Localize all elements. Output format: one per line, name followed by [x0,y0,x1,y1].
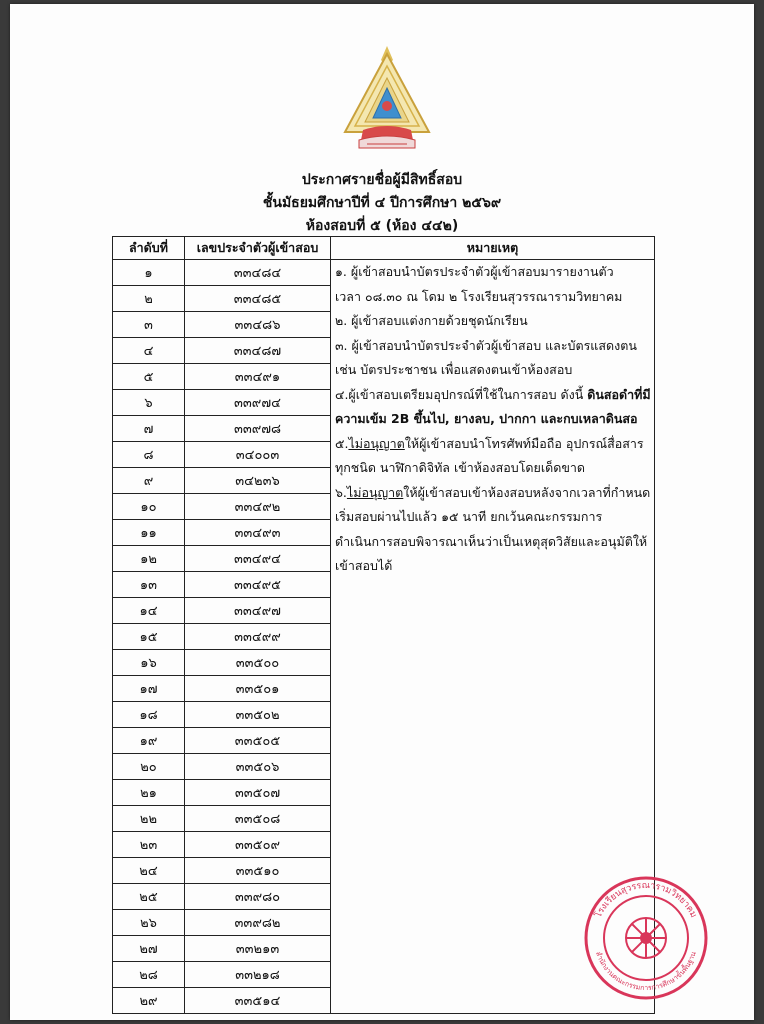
row-number: ๗ [113,416,185,442]
remark-4a-bold: ดินสอดำที่มี [587,386,651,402]
remark-1b: เวลา ๐๘.๓๐ ณ โดม ๒ โรงเรียนสุวรรณารามวิทยาคม [335,288,623,304]
exam-id: ๓๓๒๑๘ [185,962,331,988]
column-header-number: ลำดับที่ [113,237,185,260]
exam-id: ๓๓๕๐๘ [185,806,331,832]
exam-id: ๓๓๙๗๔ [185,390,331,416]
remark-5-not-allowed: ไม่อนุญาต [348,435,405,451]
remark-5b: ทุกชนิด นาฬิกาดิจิทัล เข้าห้องสอบโดยเด็ดขาด [335,460,586,475]
exam-id: ๓๓๕๐๖ [185,754,331,780]
exam-id: ๓๔๒๓๖ [185,468,331,494]
remark-2: ๒. ผู้เข้าสอบแต่งกายด้วยชุดนักเรียน [335,313,528,328]
exam-id: ๓๔๐๐๓ [185,442,331,468]
row-number: ๑๒ [113,546,185,572]
exam-id: ๓๓๔๘๕ [185,286,331,312]
row-number: ๕ [113,364,185,390]
exam-id: ๓๓๕๐๗ [185,780,331,806]
remark-4b-bold: ความเข้ม 2B ขึ้นไป, ยางลบ, ปากกา และกบเหลาดินสอ [335,411,638,426]
row-number: ๑๖ [113,650,185,676]
row-number: ๒๓ [113,832,185,858]
exam-id: ๓๓๕๐๑ [185,676,331,702]
exam-id: ๓๓๙๗๘ [185,416,331,442]
exam-id: ๓๓๕๐๐ [185,650,331,676]
column-header-exam-id: เลขประจำตัวผู้เข้าสอบ [185,237,331,260]
row-number: ๖ [113,390,185,416]
exam-id: ๓๓๔๙๓ [185,520,331,546]
remark-6a-rest: ให้ผู้เข้าสอบเข้าห้องสอบหลังจากเวลาที่กำหนด [403,484,651,500]
row-number: ๑๓ [113,572,185,598]
row-number: ๒๕ [113,884,185,910]
exam-id: ๓๓๕๑๐ [185,858,331,884]
row-number: ๒๘ [113,962,185,988]
exam-id: ๓๓๔๙๔ [185,546,331,572]
row-number: ๑๕ [113,624,185,650]
remark-4a [331,383,654,408]
exam-id: ๓๓๔๙๒ [185,494,331,520]
remark-6c: ดำเนินการสอบพิจารณาเห็นว่าเป็นเหตุสุดวิสัยและอนุมัติให้ [335,533,648,549]
remark-5-number: ๕. [335,435,349,451]
row-number: ๘ [113,442,185,468]
row-number: ๒๐ [113,754,185,780]
row-number: ๑๑ [113,520,185,546]
title-line-2: ชั้นมัธยมศึกษาปีที่ ๔ ปีการศึกษา ๒๕๖๙ [262,195,502,211]
table-row [113,260,655,286]
remark-6-number: ๖. [335,484,347,500]
row-number: ๔ [113,338,185,364]
exam-id: ๓๓๔๙๕ [185,572,331,598]
school-emblem-icon [339,44,435,152]
exam-id: ๓๓๕๐๙ [185,832,331,858]
exam-id: ๓๓๔๙๙ [185,624,331,650]
svg-text:โรงเรียนสุวรรณารามวิทยาคม [593,881,699,920]
remark-3b: เช่น บัตรประชาชน เพื่อแสดงตนเข้าห้องสอบ [335,362,573,377]
column-header-remarks: หมายเหตุ [331,237,655,260]
row-number: ๒๔ [113,858,185,884]
row-number: ๒๒ [113,806,185,832]
exam-id: ๓๓๔๘๖ [185,312,331,338]
remark-6d: เข้าสอบได้ [335,558,393,573]
row-number: ๑ [113,260,185,286]
remark-6b: เริ่มสอบผ่านไปแล้ว ๑๕ นาที ยกเว้นคณะกรรมการ [335,509,603,524]
row-number: ๑๙ [113,728,185,754]
exam-id: ๓๓๕๐๒ [185,702,331,728]
stamp-text-top: โรงเรียนสุวรรณารามวิทยาคม [593,880,699,920]
remark-1a: ๑. ผู้เข้าสอบนำบัตรประจำตัวผู้เข้าสอบมารายงานตัว [335,264,614,279]
title-line-3: ห้องสอบที่ ๕ (ห้อง ๔๔๒) [305,218,459,234]
remark-6a [331,481,654,506]
row-number: ๒๙ [113,988,185,1014]
school-stamp-icon [582,874,710,1002]
remark-3a: ๓. ผู้เข้าสอบนำบัตรประจำตัวผู้เข้าสอบ และบัตรแสดงตน [335,337,637,353]
table-header-row [113,237,655,260]
exam-id: ๓๓๔๙๑ [185,364,331,390]
exam-id: ๓๓๙๘๒ [185,910,331,936]
remark-4b [331,407,654,432]
row-number: ๙ [113,468,185,494]
row-number: ๒๖ [113,910,185,936]
exam-roster-table [112,236,655,1014]
roster-body [113,260,655,1014]
exam-id: ๓๓๕๑๔ [185,988,331,1014]
row-number: ๑๗ [113,676,185,702]
title-line-1: ประกาศรายชื่อผู้มีสิทธิ์สอบ [301,172,463,188]
remark-5a [331,432,654,457]
exam-id: ๓๓๔๘๗ [185,338,331,364]
exam-id: ๓๓๔๙๗ [185,598,331,624]
remark-5a-rest: ให้ผู้เข้าสอบนำโทรศัพท์มือถือ อุปกรณ์สื่อสาร [404,435,644,451]
exam-id: ๓๓๕๐๕ [185,728,331,754]
row-number: ๒ [113,286,185,312]
row-number: ๑๔ [113,598,185,624]
stamp-text-bottom: สำนักงานคณะกรรมการการศึกษาขั้นพื้นฐาน [594,950,698,993]
exam-id: ๓๓๔๘๔ [185,260,331,286]
row-number: ๒๑ [113,780,185,806]
remark-4a-plain: ๔.ผู้เข้าสอบเตรียมอุปกรณ์ที่ใช้ในการสอบ ดังนี้ [335,386,588,402]
row-number: ๓ [113,312,185,338]
row-number: ๑๐ [113,494,185,520]
row-number: ๒๗ [113,936,185,962]
document-page [10,4,754,1020]
exam-id: ๓๓๒๑๓ [185,936,331,962]
remark-6-not-allowed: ไม่อนุญาต [346,484,404,500]
exam-id: ๓๓๙๘๐ [185,884,331,910]
row-number: ๑๘ [113,702,185,728]
